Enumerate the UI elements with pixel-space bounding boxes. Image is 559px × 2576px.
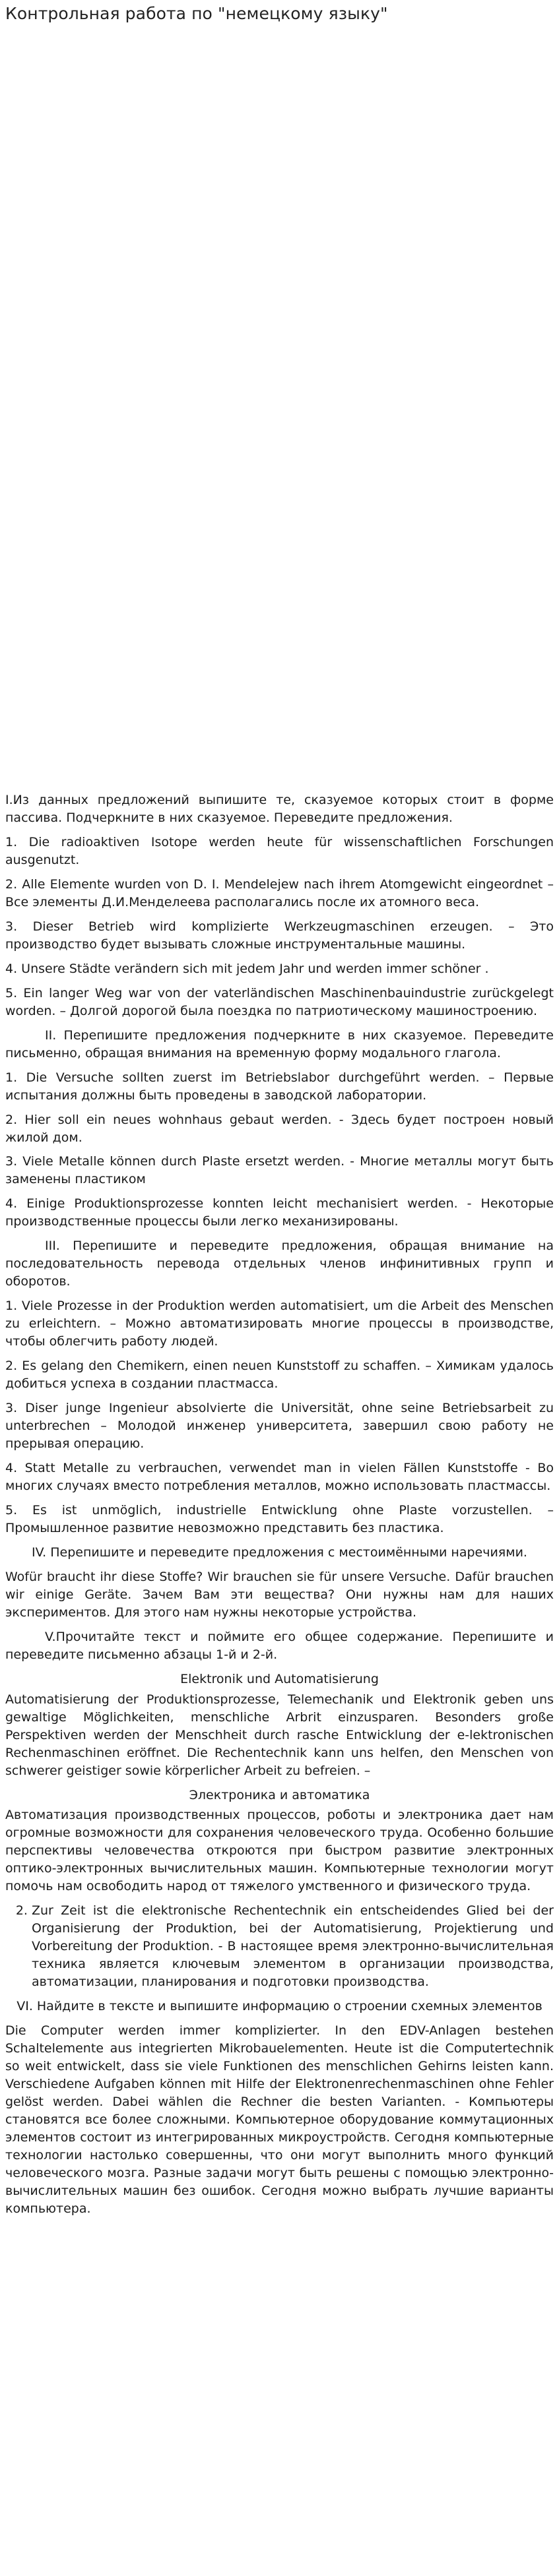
text-paragraph-1-de: Automatisierung der Produktionsprozesse, Telemechanik und Elektronik geben uns gewaltige Möglichkeiten, menschliche Arbrit einzusparen. Besonders große Perspektiven werden der Menschheit durch rasche Entwicklung der e-lektronischen Rechenmaschinen eröffnet. Die Rechentechnik kann uns helfen, den Menschen von schwerer geistiger sowie körperlicher Arbeit zu befreien. – xyxy=(5,1692,554,1778)
task-2-heading: II. Перепишите предложения подчеркните в них сказуемое. Переведите письменно, обращая внимания на временную форму модального глагола. xyxy=(5,1027,554,1060)
task-3-sentence-4: 4. Statt Metalle zu verbrauchen, verwendet man in vielen Fällen Kunststoffe - Во многих случаях вместо потребления металлов, можно использовать пластмассы. xyxy=(5,1461,554,1493)
text-paragraph-1-ru: Автоматизация производственных процессов, роботы и электроника дает нам огромные возможности для сохранения человеческого труда. Особенно большие перспективы человечества откроются при быстром развитие электронных оптико-электронных вычислительных машин. Компьютерные технологии могут помочь нам освободить народ от тяжелого умственного и физического труда. xyxy=(5,1808,554,1894)
page-bottom-space xyxy=(5,2224,554,2462)
task-3-sentence-1: 1. Viele Prozesse in der Produktion werden automatisiert, um die Arbeit des Menschen zu erleichtern. – Можно автоматизировать многие процессы в производстве, чтобы облегчить работу людей. xyxy=(5,1299,554,1349)
task-3-sentence-5: 5. Es ist unmöglich, industrielle Entwicklung ohne Plaste vorzustellen. – Промышленное развитие невозможно представить без пластика. xyxy=(5,1502,554,1535)
task-2-sentence-1: 1. Die Versuche sollten zuerst im Betriebslabor durchgeführt werden. – Первые испытания должны быть проведены в заводской лаборатории. xyxy=(5,1070,554,1103)
task-2-sentence-3: 3. Viele Metalle können durch Plaste ersetzt werden. - Многие металлы могут быть заменены пластиком xyxy=(5,1154,554,1187)
text-title-de: Elektronik und Automatisierung xyxy=(180,1671,379,1686)
task-4-heading: IV. Перепишите и переведите предложения с местоимёнными наречиями. xyxy=(32,1545,527,1560)
task-3-heading: III. Перепишите и переведите предложения, обращая внимание на последовательность перевода отдельных членов инфинитивных групп и оборотов. xyxy=(5,1239,554,1289)
task-1-sentence-2: 2. Alle Elemente wurden von D. I. Mendelejew nach ihrem Atomgewicht eingeordnet – Все элементы Д.И.Менделеева располагались после их атомного веса. xyxy=(5,876,554,909)
task-1-sentence-4: 4. Unsere Städte verändern sich mit jedem Jahr und werden immer schöner . xyxy=(5,961,489,976)
task-3-sentence-3: 3. Diser junge Ingenieur absolvierte die Universität, ohne seine Betriebsarbeit zu unterbrechen – Молодой инженер университета, завершил свою работу не прерывая операцию. xyxy=(5,1401,554,1452)
task-3-sentence-2: 2. Es gelang den Chemikern, einen neuen Kunststoff zu schaffen. – Химикам удалось добиться успеха в создании пластмасса. xyxy=(5,1359,554,1392)
task-6-text: Die Computer werden immer komplizierter. In den EDV-Anlagen bestehen Schaltelemente aus integrierten Mikrobauelementen. Heute ist die Computertechnik so weit entwickelt, dass sie viele Funktionen des menschlichen Gehirns leisten kann. Verschiedene Aufgaben können mit Hilfe der Elektronenrechenmaschinen ohne Fehler gelöst werden. Dabei wählen die Rechner die besten Varianten. - Компьютеры становятся все более сложными. Компьютерное оборудование коммутационных элементов состоит из интегрированных микроустройств. Сегодня компьютерные технологии настолько совершенны, что они могут выполнить много функций человеческого мозга. Разные задачи могут быть решены с помощью электронно-вычислительных машин без ошибок. Сегодня можно выбрать лучшие варианты компьютера. xyxy=(5,2023,554,2216)
text-paragraph-2: 2. Zur Zeit ist die elektronische Rechentechnik ein entscheidendes Glied bei der Organisierung der Produktion, bei der Automatisierung, Projektierung und Vorbereitung der Produktion. - В настоящее время электронно-вычислительная техника является ключевым элементом в организации производства, автоматизации, планирования и подготовки производства. xyxy=(32,1902,554,1991)
task-5-heading: V.Прочитайте текст и поймите его общее содержание. Перепишите и переведите письменно абзацы 1-й и 2-й. xyxy=(5,1629,554,1662)
task-1-sentence-1: 1. Die radioaktiven Isotope werden heute für wissenschaftlichen Forschungen ausgenutzt. xyxy=(5,834,554,867)
task-2-sentence-4: 4. Einige Produktionsprozesse konnten leicht mechanisiert werden. - Некоторые производственные процессы были легко механизированы. xyxy=(5,1196,554,1229)
document-title: Контрольная работа по "немецкому языку" xyxy=(5,4,388,23)
text-title-ru: Электроника и автоматика xyxy=(189,1787,370,1802)
task-1-heading: I.Из данных предложений выпишите те, сказуемое которых стоит в форме пассива. Подчеркните в них сказуемое. Переведите предложения. xyxy=(5,793,554,825)
document-body xyxy=(5,791,554,2462)
task-1-sentence-3: 3. Dieser Betrieb wird komplizierte Werkzeugmaschinen erzeugen. – Это производство будет вызывать сложные инструментальные машины. xyxy=(5,919,554,952)
text-paragraph-list xyxy=(5,1902,554,1991)
task-1-sentence-5: 5. Ein langer Weg war von der vaterländischen Maschinenbauindustrie zurückgelegt worden. – Долгой дорогой была поездка по патриотическому машиностроению. xyxy=(5,985,554,1018)
task-2-sentence-2: 2. Hier soll ein neues wohnhaus gebaut werden. - Здесь будет построен новый жилой дом. xyxy=(5,1112,554,1145)
task-4-text: Wofür braucht ihr diese Stoffe? Wir brauchen sie für unsere Versuche. Dafür brauchen wir einige Geräte. Зачем Вам эти вещества? Они нужны нам для наших экспериментов. Для этого нам нужны некоторые устройства. xyxy=(5,1569,554,1620)
task-6-heading: VI. Найдите в тексте и выпишите информацию о строении схемных элементов xyxy=(16,1999,543,2014)
